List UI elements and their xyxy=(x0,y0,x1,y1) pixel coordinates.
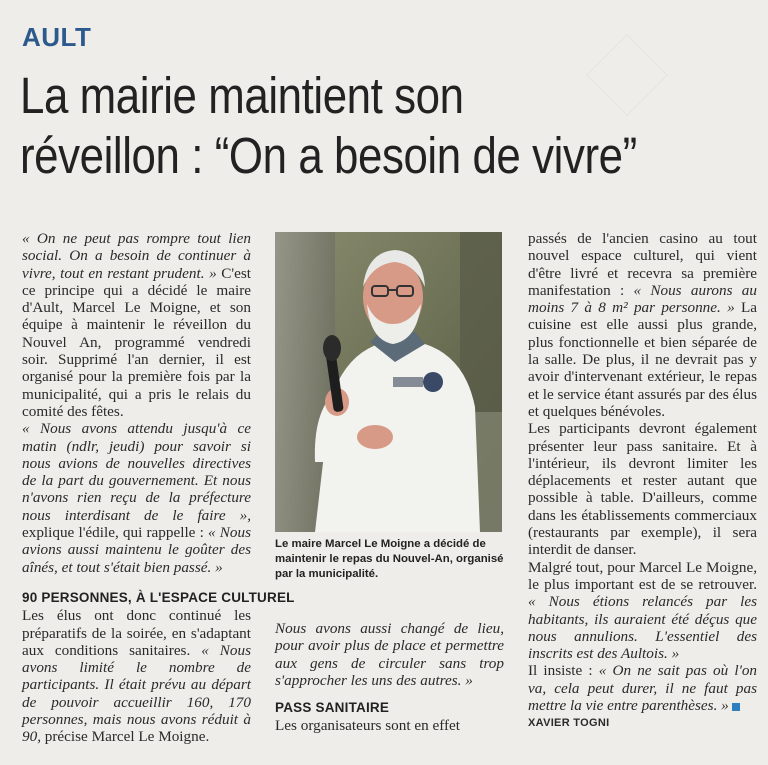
quote: « Nous étions relancés par les habitants, ils auraient été déçus que nous annulions. L'essentiel des inscrits est des Aultois. » xyxy=(528,593,757,663)
headline-line-2: réveillon : “On a besoin de vivre” xyxy=(20,127,637,184)
paragraph xyxy=(22,230,251,420)
paragraph xyxy=(528,559,757,663)
section-tag: AULT xyxy=(22,22,92,52)
headline-line-1: La mairie maintient son xyxy=(20,67,464,124)
paragraph xyxy=(275,717,504,734)
author-byline: XAVIER TOGNI xyxy=(528,717,610,730)
quote: « Nous avons attendu jusqu'à ce matin (ndlr, jeudi) pour savoir si nous avions de nouvelles directives de la part du gouvernement. Et nous n'avons rien reçu de la préfecture nous interdisant de le faire », xyxy=(22,420,251,524)
quote: « On ne sait pas où l'on va, cela peut durer, il ne faut pas mettre la vie entre parenthèses. » xyxy=(528,662,758,715)
quote: « Nous avions aussi maintenu le goûter des aînés, et tout s'était bien passé. » xyxy=(22,524,251,576)
quote: Nous avons aussi changé de lieu, pour avoir plus de place et permettre aux gens de circuler sans trop s'approcher les uns des autres. » xyxy=(275,620,504,689)
mayor-photo-illustration xyxy=(275,232,502,532)
paragraph xyxy=(22,607,251,745)
paragraph xyxy=(528,662,757,714)
body-text: Les élus ont donc continué les préparatifs de la soirée, en s'adaptant aux conditions sanitaires. xyxy=(22,607,251,659)
body-text: précise Marcel Le Moigne. xyxy=(44,728,210,746)
quote: « On ne peut pas rompre tout lien social. On a besoin de continuer à vivre, tout en restant prudent. » xyxy=(22,230,251,282)
article-photo xyxy=(275,232,502,532)
body-text: passés de l'ancien casino au tout nouvel espace culturel, qui vient d'être livré et recevra sa première manifestation : xyxy=(528,230,757,299)
subheading: PASS SANITAIRE xyxy=(275,700,390,716)
article-column-2 xyxy=(275,620,504,735)
paragraph xyxy=(275,620,504,689)
headline xyxy=(20,66,760,186)
subheading: 90 PERSONNES, À L'ESPACE CULTUREL xyxy=(22,589,295,605)
photo-caption: Le maire Marcel Le Moigne a décidé de maintenir le repas du Nouvel-An, organisé par la municipalité. xyxy=(275,538,504,580)
body-text: Les organisateurs sont en effet xyxy=(275,717,461,735)
paragraph xyxy=(528,230,757,420)
body-text: C'est ce principe qui a décidé le maire d'Ault, Marcel Le Moigne, et son équipe à maintenir le réveillon du Nouvel An, programmé vendredi soir. Supprimé l'an dernier, il est organisé pour la première fois par la municipalité, qui a pris le relais du comité des fêtes. xyxy=(22,264,252,420)
body-text: La cuisine est elle aussi plus grande, plus fonctionnelle et bien séparée de la salle. De plus, il ne devrait pas y avoir d'intervenant extérieur, le repas et le service étant assurés par des élus et quelques bénévoles. xyxy=(528,299,757,420)
end-mark-icon xyxy=(732,703,740,711)
quote: « Nous aurons au moins 7 à 8 m² par personne. » xyxy=(528,281,757,317)
body-text: Il insiste : xyxy=(528,662,593,680)
article-column-3 xyxy=(528,230,757,733)
body-text: explique l'édile, qui rappelle : xyxy=(22,524,204,542)
body-text: Les participants devront également présenter leur pass sanitaire. Et à l'intérieur, ils devront limiter les déplacements et rester autant que possible à table. D'ailleurs, comme dans les établissements commerciaux (restaurants par exemple), il sera interdit de danser. xyxy=(528,420,757,559)
body-text: Malgré tout, pour Marcel Le Moigne, le plus important est de se retrouver. xyxy=(528,558,757,593)
article-column-1 xyxy=(22,230,295,746)
paragraph xyxy=(22,420,251,576)
paragraph xyxy=(528,420,757,558)
quote: « Nous avons limité le nombre de participants. Il était prévu au départ de pouvoir accueillir 160, 170 personnes, mais nous avons réduit à 90, xyxy=(22,641,251,746)
